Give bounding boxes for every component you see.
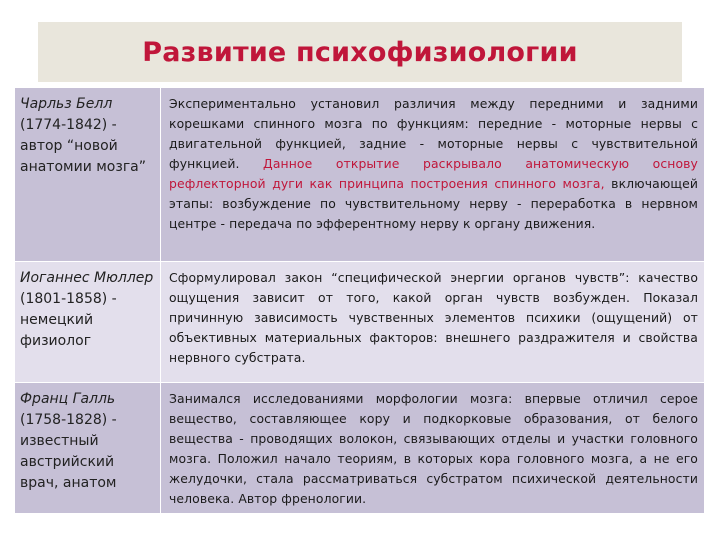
- page-title: Развитие психофизиологии: [142, 36, 578, 68]
- description-cell: [161, 88, 705, 262]
- person-name: Чарльз Белл: [20, 96, 113, 112]
- person-role: немецкий физиолог: [20, 312, 94, 349]
- table-row: [15, 88, 705, 262]
- person-years: (1774-1842) -: [20, 117, 117, 133]
- content-table: [14, 87, 705, 514]
- description-text: Экспериментально установил различия между передними и задними корешками спинного мозга по функциям: передние - моторные нервы с двигательной функцией, задние - моторные нервы с чувствительной функцией.: [169, 96, 698, 171]
- person-name: Франц Галль: [20, 391, 116, 407]
- description-text: Сформулировал закон “специфической энергии органов чувств”: качество ощущения зависит от того, какой орган чувств возбужден. Показал причинную зависимость чувственных элементов психики (ощущений) от объективных материальных факторов: внешнего раздражителя и свойства нервного субстрата.: [169, 270, 698, 365]
- table-row: [15, 262, 705, 383]
- person-role: автор “новой анатомии мозга”: [20, 138, 146, 175]
- person-cell: [15, 262, 161, 383]
- person-cell: [15, 88, 161, 262]
- description-highlight: Данное открытие раскрывало анатомическую основу рефлекторной дуги как принципа построения спинного мозга,: [169, 156, 698, 191]
- description-cell: [161, 383, 705, 514]
- table-row: [15, 383, 705, 514]
- person-cell: [15, 383, 161, 514]
- person-years: (1758-1828) -: [20, 412, 117, 428]
- person-role: известный австрийский врач, анатом: [20, 433, 117, 491]
- title-bar: [38, 22, 682, 82]
- person-name: Иоганнес Мюллер: [20, 270, 154, 286]
- description-cell: [161, 262, 705, 383]
- person-years: (1801-1858) -: [20, 291, 117, 307]
- description-text: Занимался исследованиями морфологии мозга: впервые отличил серое вещество, составляющее кору и подкорковые образования, от белого вещества - проводящих волокон, связывающих отделы и участки головного мозга. Положил начало теориям, в которых кора головного мозга, а не его желудочки, стала рассматриваться субстратом психической деятельности человека. Автор френологии.: [169, 391, 698, 506]
- description-text-end: включающей этапы: возбуждение по чувствительному нерву - переработка в нервном центре - передача по эфферентному нерву к органу движения.: [169, 176, 698, 231]
